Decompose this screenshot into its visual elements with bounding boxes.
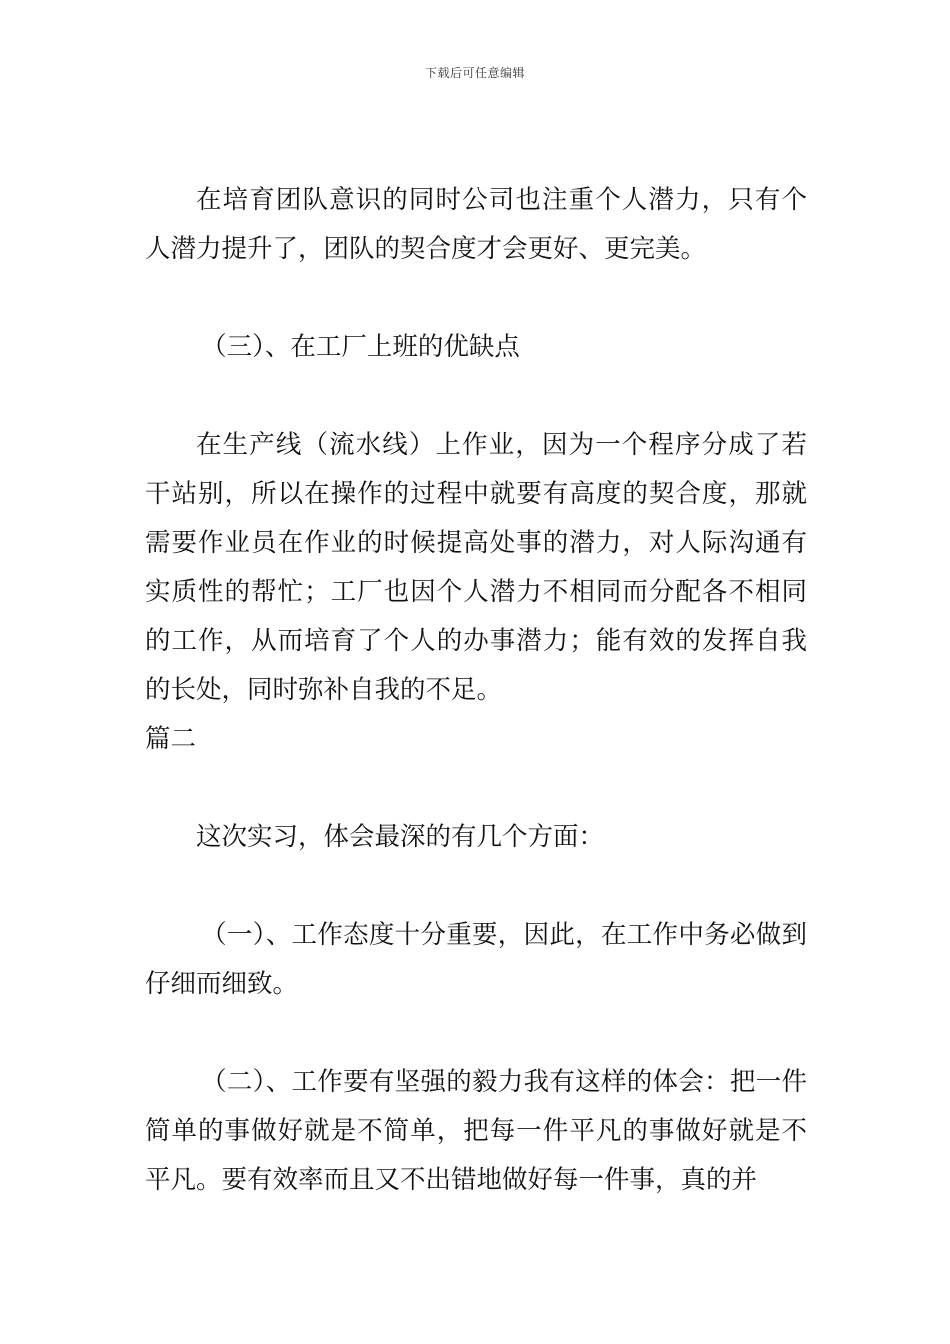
paragraph-gap [145, 372, 807, 421]
paragraph-gap [145, 1009, 807, 1058]
paragraph-gap [145, 274, 807, 323]
paragraph-internship-intro: 这次实习，体会最深的有几个方面： [196, 822, 605, 852]
paragraph-team-awareness: 在培育团队意识的同时公司也注重个人潜力，只有个人潜力提升了，团队的契合度才会更好、更完美。 [145, 185, 807, 264]
paragraph-gap [145, 764, 807, 813]
paragraph-perseverance: （二）、工作要有坚强的毅力我有这样的体会：把一件简单的事做好就是不简单，把每一件平凡的事做好就是不平凡。要有效率而且又不出错地做好每一件事，真的并 [145, 1067, 807, 1195]
section-title: 篇二 [145, 724, 197, 754]
heading-factory-pros-cons: （三）、在工厂上班的优缺点 [201, 332, 520, 362]
paragraph-work-attitude: （一）、工作态度十分重要，因此，在工作中务必做到仔细而细致。 [145, 920, 807, 999]
document-body [145, 176, 807, 1205]
paragraph-production-line: 在生产线（流水线）上作业，因为一个程序分成了若干站别，所以在操作的过程中就要有高度的契合度，那就需要作业员在作业的时候提高处事的潜力，对人际沟通有实质性的帮忙；工厂也因个人潜力不相同而分配各不相同的工作，从而培育了个人的办事潜力；能有效的发挥自我的长处，同时弥补自我的不足。 [145, 430, 807, 705]
paragraph-gap [145, 862, 807, 911]
page-header: 下载后可任意编辑 [424, 66, 525, 80]
